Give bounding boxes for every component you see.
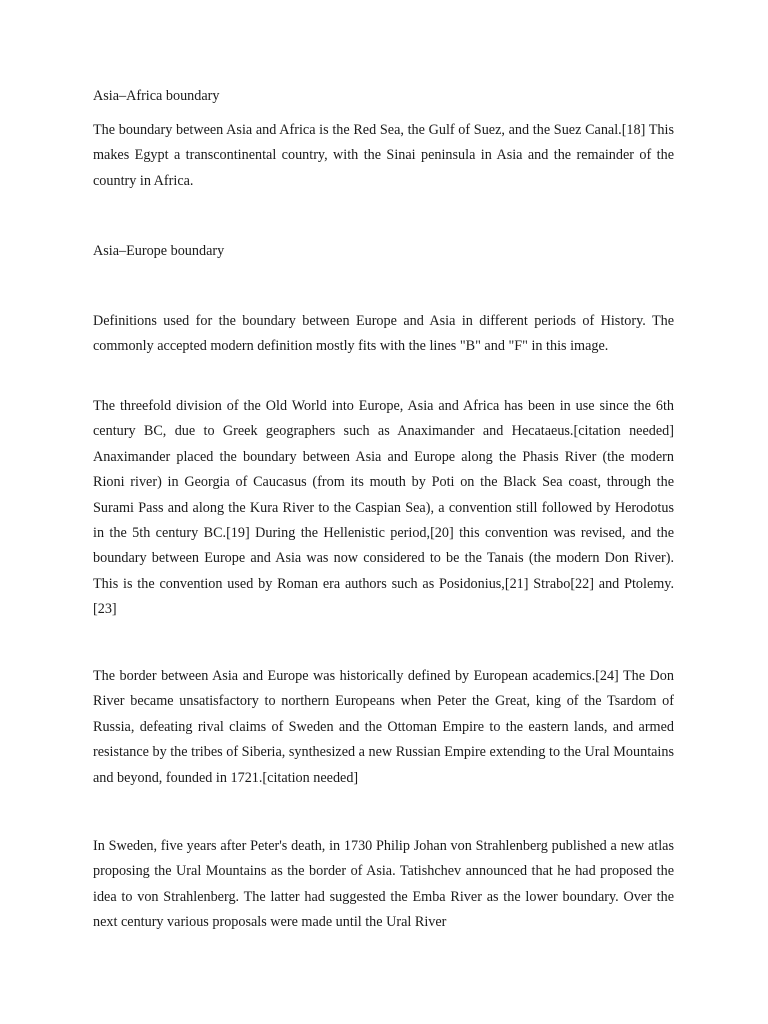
section-heading-asia-africa: Asia–Africa boundary bbox=[93, 88, 220, 104]
paragraph-asia-africa-boundary: The boundary between Asia and Africa is the Red Sea, the Gulf of Suez, and the Suez Canal.[18] This makes Egypt a transcontinental country, with the Sinai peninsula in Asia and the remainder of the country in Africa. bbox=[93, 122, 674, 189]
paragraph-historical-border: The border between Asia and Europe was historically defined by European academics.[24] The Don River became unsatisfactory to northern Europeans when Peter the Great, king of the Tsardom of Russia, defeating rival claims of Sweden and the Ottoman Empire to the eastern lands, and armed resistance by the tribes of Siberia, synthesized a new Russian Empire extending to the Ural Mountains and beyond, founded in 1721.[citation needed] bbox=[93, 668, 674, 786]
paragraph-threefold-division: The threefold division of the Old World into Europe, Asia and Africa has been in use since the 6th century BC, due to Greek geographers such as Anaximander and Hecataeus.[citation needed] Anaximander placed the boundary between Asia and Europe along the Phasis River (the modern Rioni river) in Georgia of Caucasus (from its mouth by Poti on the Black Sea coast, through the Surami Pass and along the Kura River to the Caspian Sea), a convention still followed by Herodotus in the 5th century BC.[19] During the Hellenistic period,[20] this convention was revised, and the boundary between Europe and Asia was now considered to be the Tanais (the modern Don River). This is the convention used by Roman era authors such as Posidonius,[21] Strabo[22] and Ptolemy.[23] bbox=[93, 398, 674, 618]
paragraph-image-caption: Definitions used for the boundary between Europe and Asia in different periods of History. The commonly accepted modern definition mostly fits with the lines "B" and "F" in this image. bbox=[93, 313, 674, 355]
section-heading-asia-europe: Asia–Europe boundary bbox=[93, 243, 225, 259]
paragraph-strahlenberg: In Sweden, five years after Peter's death, in 1730 Philip Johan von Strahlenberg published a new atlas proposing the Ural Mountains as the border of Asia. Tatishchev announced that he had proposed the idea to von Strahlenberg. The latter had suggested the Emba River as the lower boundary. Over the next century various proposals were made until the Ural River bbox=[93, 838, 674, 931]
